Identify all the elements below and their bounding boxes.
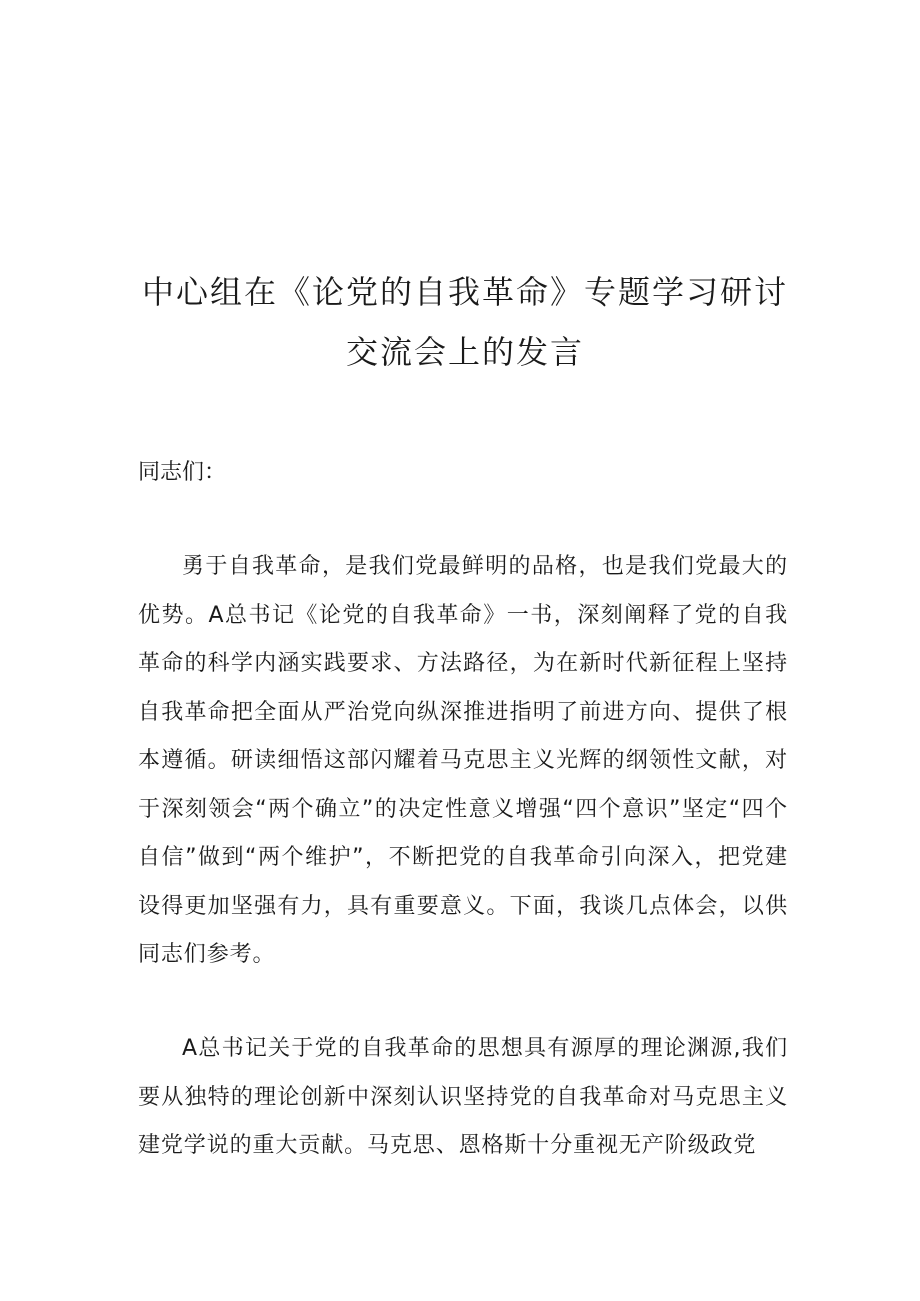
paragraph-1: 勇于自我革命，是我们党最鲜明的品格，也是我们党最大的优势。A总书记《论党的自我革命》一书，深刻阐释了党的自我革命的科学内涵实践要求、方法路径，为在新时代新征程上坚持自我革命把全面从严治党向纵深推进指明了前进方向、提供了根本遵循。研读细悟这部闪耀着马克思主义光辉的纲领性文献，对于深刻领会“两个确立”的决定性意义增强“四个意识”坚定“四个自信”做到“两个维护”，不断把党的自我革命引向深入，把党建设得更加坚强有力，具有重要意义。下面，我谈几点体会，以供同志们参考。	[138, 554, 788, 967]
paragraph-2: A总书记关于党的自我革命的思想具有源厚的理论渊源,我们要从独特的理论创新中深刻认识坚持党的自我革命对马克思主义建党学说的重大贡献。马克思、恩格斯十分重视无产阶级政党	[138, 1036, 788, 1158]
title-line-1: 中心组在《论党的自我革命》专题学习研讨	[141, 273, 788, 311]
salutation: 同志们：	[138, 460, 227, 485]
document-title	[120, 262, 810, 382]
title-line-2: 交流会上的发言	[345, 333, 584, 371]
